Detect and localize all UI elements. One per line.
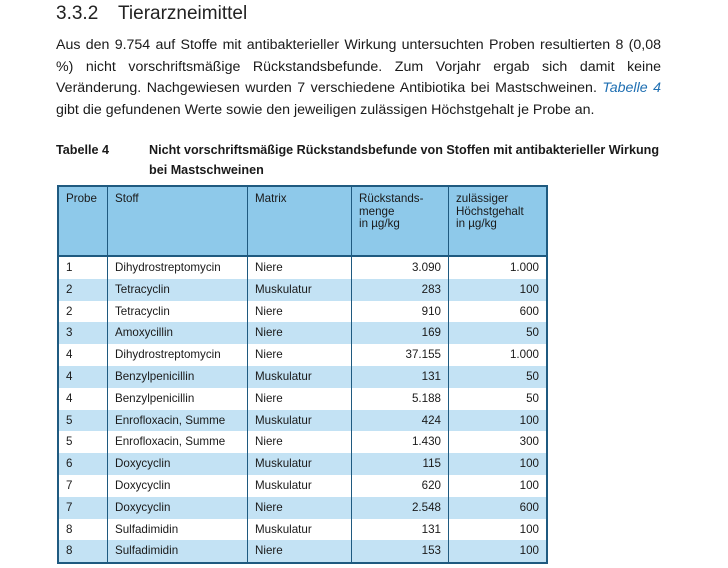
cell-hoechstgehalt: 100 <box>449 410 548 432</box>
cell-rueckstandsmenge: 1.430 <box>352 431 449 453</box>
cell-stoff: Tetracyclin <box>108 301 248 323</box>
table-row <box>58 388 547 410</box>
cell-stoff: Enrofloxacin, Summe <box>108 410 248 432</box>
cell-hoechstgehalt: 100 <box>449 453 548 475</box>
cell-rueckstandsmenge: 283 <box>352 279 449 301</box>
cell-hoechstgehalt: 50 <box>449 322 548 344</box>
header-hoechstgehalt: zulässiger Höchstgehalt in µg/kg <box>449 186 548 256</box>
table-row <box>58 322 547 344</box>
cell-matrix: Niere <box>248 344 352 366</box>
cell-probe: 6 <box>58 453 108 475</box>
table-caption-text: Nicht vorschriftsmäßige Rückstandsbefunde von Stoffen mit antibakterieller Wirkung bei Mastschweinen <box>149 143 660 177</box>
cell-matrix: Niere <box>248 540 352 563</box>
cell-matrix: Niere <box>248 301 352 323</box>
cell-probe: 4 <box>58 388 108 410</box>
cell-probe: 7 <box>58 475 108 497</box>
cell-matrix: Muskulatur <box>248 279 352 301</box>
section-number: 3.3.2 <box>56 3 99 24</box>
table-row <box>58 540 547 563</box>
residue-table <box>57 185 548 564</box>
table-row <box>58 410 547 432</box>
cell-matrix: Muskulatur <box>248 366 352 388</box>
section-title: Tierarzneimittel <box>118 3 248 24</box>
cell-rueckstandsmenge: 910 <box>352 301 449 323</box>
table-row <box>58 256 547 279</box>
cell-rueckstandsmenge: 169 <box>352 322 449 344</box>
body-paragraph <box>56 35 661 121</box>
cell-stoff: Dihydrostreptomycin <box>108 256 248 279</box>
cell-probe: 4 <box>58 344 108 366</box>
cell-rueckstandsmenge: 620 <box>352 475 449 497</box>
table-row <box>58 519 547 541</box>
cell-rueckstandsmenge: 37.155 <box>352 344 449 366</box>
cell-rueckstandsmenge: 5.188 <box>352 388 449 410</box>
cell-matrix: Muskulatur <box>248 453 352 475</box>
cell-hoechstgehalt: 100 <box>449 540 548 563</box>
cell-hoechstgehalt: 600 <box>449 497 548 519</box>
cell-rueckstandsmenge: 424 <box>352 410 449 432</box>
cell-probe: 2 <box>58 279 108 301</box>
cell-stoff: Enrofloxacin, Summe <box>108 431 248 453</box>
cell-matrix: Muskulatur <box>248 410 352 432</box>
cell-hoechstgehalt: 100 <box>449 279 548 301</box>
cell-stoff: Doxycyclin <box>108 497 248 519</box>
header-stoff: Stoff <box>108 186 248 256</box>
table-header-row <box>58 186 547 256</box>
table-row <box>58 279 547 301</box>
cell-rueckstandsmenge: 131 <box>352 519 449 541</box>
cell-matrix: Muskulatur <box>248 519 352 541</box>
table-row <box>58 453 547 475</box>
cell-stoff: Doxycyclin <box>108 453 248 475</box>
paragraph-text-start: Aus den 9.754 auf Stoffe mit antibakterieller Wirkung untersuchten Proben resultierten 8 (0,08 %) nicht vorschriftsmäßige Rückstandsbefunde. Zum Vorjahr ergab sich damit keine Veränderung. Nachgewiesen wurden 7 verschiedene Antibiotika bei Mastschweinen. <box>56 37 661 96</box>
cell-probe: 7 <box>58 497 108 519</box>
table-reference-link[interactable]: Tabelle 4 <box>602 80 662 96</box>
cell-hoechstgehalt: 100 <box>449 519 548 541</box>
cell-rueckstandsmenge: 153 <box>352 540 449 563</box>
cell-hoechstgehalt: 50 <box>449 388 548 410</box>
cell-stoff: Sulfadimidin <box>108 519 248 541</box>
cell-probe: 2 <box>58 301 108 323</box>
table-row <box>58 344 547 366</box>
cell-probe: 5 <box>58 410 108 432</box>
cell-rueckstandsmenge: 115 <box>352 453 449 475</box>
cell-probe: 1 <box>58 256 108 279</box>
cell-rueckstandsmenge: 131 <box>352 366 449 388</box>
cell-matrix: Niere <box>248 322 352 344</box>
cell-probe: 4 <box>58 366 108 388</box>
table-body <box>58 256 547 563</box>
header-probe: Probe <box>58 186 108 256</box>
cell-matrix: Niere <box>248 431 352 453</box>
cell-matrix: Niere <box>248 497 352 519</box>
cell-stoff: Sulfadimidin <box>108 540 248 563</box>
cell-rueckstandsmenge: 2.548 <box>352 497 449 519</box>
cell-stoff: Benzylpenicillin <box>108 366 248 388</box>
cell-stoff: Doxycyclin <box>108 475 248 497</box>
table-row <box>58 475 547 497</box>
cell-stoff: Tetracyclin <box>108 279 248 301</box>
cell-hoechstgehalt: 600 <box>449 301 548 323</box>
cell-hoechstgehalt: 1.000 <box>449 256 548 279</box>
table-row <box>58 497 547 519</box>
cell-probe: 3 <box>58 322 108 344</box>
table-caption <box>56 140 666 180</box>
table-row <box>58 431 547 453</box>
paragraph-text-end: gibt die gefundenen Werte sowie den jeweiligen zulässigen Höchstgehalt je Probe an. <box>56 101 595 118</box>
section-heading <box>56 3 247 25</box>
cell-rueckstandsmenge: 3.090 <box>352 256 449 279</box>
cell-hoechstgehalt: 100 <box>449 475 548 497</box>
table-row <box>58 301 547 323</box>
cell-matrix: Niere <box>248 256 352 279</box>
cell-hoechstgehalt: 50 <box>449 366 548 388</box>
cell-matrix: Muskulatur <box>248 475 352 497</box>
cell-hoechstgehalt: 1.000 <box>449 344 548 366</box>
cell-probe: 8 <box>58 540 108 563</box>
table-row <box>58 366 547 388</box>
cell-hoechstgehalt: 300 <box>449 431 548 453</box>
cell-matrix: Niere <box>248 388 352 410</box>
header-rueckstandsmenge: Rückstands- menge in µg/kg <box>352 186 449 256</box>
cell-stoff: Amoxycillin <box>108 322 248 344</box>
cell-stoff: Benzylpenicillin <box>108 388 248 410</box>
cell-stoff: Dihydrostreptomycin <box>108 344 248 366</box>
cell-probe: 5 <box>58 431 108 453</box>
header-matrix: Matrix <box>248 186 352 256</box>
table-caption-label: Tabelle 4 <box>56 143 109 157</box>
cell-probe: 8 <box>58 519 108 541</box>
